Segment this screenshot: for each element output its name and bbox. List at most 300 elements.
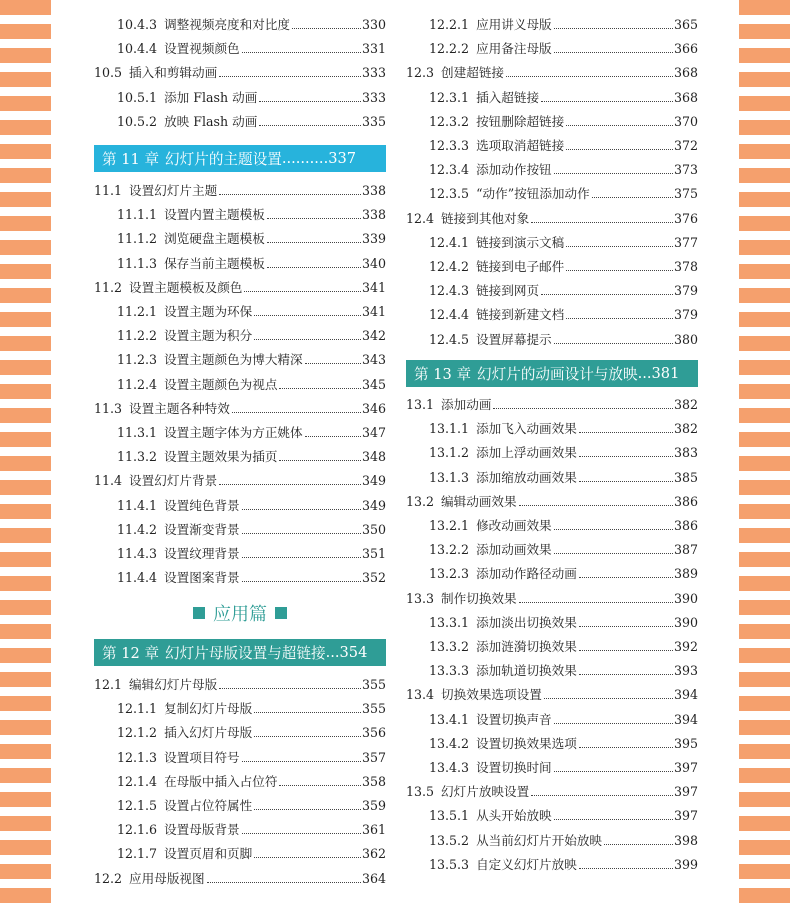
entry-number: 10.5.2 [117, 113, 158, 129]
entry-title: 添加 Flash 动画 [164, 89, 258, 105]
entry-number: 12.4.3 [429, 283, 470, 299]
leader-dots [554, 28, 673, 29]
leader-dots [254, 339, 361, 340]
leader-dots [242, 761, 361, 762]
entry-title: 按钮删除超链接 [476, 113, 565, 129]
toc-entry[interactable] [429, 828, 698, 848]
toc-entry[interactable] [117, 420, 386, 440]
toc-entry[interactable] [117, 769, 386, 789]
entry-page: 394 [673, 711, 698, 727]
chapter-number: 第 11 章 [102, 151, 160, 168]
leader-dots [267, 242, 361, 243]
entry-number: 11.2.2 [117, 328, 158, 344]
leader-dots [519, 602, 673, 603]
leader-dots [566, 270, 673, 271]
entry-page: 333 [361, 89, 386, 105]
leader-dots [566, 246, 673, 247]
leader-dots [242, 533, 361, 534]
entry-page: 339 [361, 231, 386, 247]
leader-dots [579, 456, 673, 457]
toc-entry[interactable] [117, 251, 386, 271]
toc-entry[interactable] [406, 489, 698, 509]
entry-title: 调整视频亮度和对比度 [164, 17, 290, 32]
toc-entry[interactable] [429, 440, 698, 460]
leader-dots [506, 76, 673, 77]
entry-number: 12.4.4 [429, 307, 470, 323]
entry-title: 设置主题为环保 [164, 304, 253, 319]
entry-page: 390 [673, 590, 698, 606]
leader-dots [554, 553, 673, 554]
entry-page: 361 [361, 822, 386, 838]
toc-entry[interactable] [117, 745, 386, 765]
toc-entry[interactable] [429, 658, 698, 678]
entry-number: 12.1.5 [117, 798, 158, 813]
entry-page: 383 [673, 445, 698, 461]
entry-page: 390 [673, 614, 698, 630]
toc-entry[interactable] [117, 720, 386, 740]
toc-entry[interactable] [117, 323, 386, 343]
entry-title: 浏览硬盘主题模板 [164, 231, 265, 247]
chapter-page: 381 [651, 365, 680, 382]
entry-number: 11.4.1 [117, 497, 158, 513]
entry-title: 链接到电子邮件 [476, 259, 565, 274]
entry-number: 12.1.7 [117, 846, 158, 862]
chapter-11-heading[interactable] [94, 145, 386, 172]
leader-dots [554, 173, 673, 174]
chapter-title: 幻灯片的主题设置 [165, 151, 282, 168]
entry-page: 355 [361, 701, 386, 717]
leader-dots [579, 577, 673, 578]
leader-dots [519, 505, 673, 506]
toc-entry[interactable] [429, 755, 698, 775]
entry-title: 添加涟漪切换效果 [476, 639, 577, 654]
entry-number: 13.2.2 [429, 542, 470, 558]
entry-page: 386 [673, 518, 698, 533]
entry-page: 398 [673, 832, 698, 848]
entry-number: 12.2.1 [429, 17, 470, 32]
entry-title: 设置切换效果选项 [476, 735, 577, 751]
toc-entry[interactable] [94, 275, 386, 295]
leader-dots [566, 318, 673, 319]
chapter-number: 第 12 章 [102, 645, 160, 662]
entry-page: 387 [673, 542, 698, 558]
toc-entry[interactable] [117, 841, 386, 861]
leader-dots [592, 197, 673, 198]
leader-dots [254, 315, 361, 316]
entry-title: 设置视频颜色 [164, 41, 240, 57]
chapter-leader: ... [637, 365, 652, 382]
entry-page: 394 [673, 687, 698, 703]
toc-entry[interactable] [429, 707, 698, 727]
chapter-number: 第 13 章 [414, 366, 472, 383]
entry-page: 349 [361, 497, 386, 513]
toc-entry[interactable] [117, 226, 386, 246]
leader-dots [232, 412, 361, 413]
entry-title: 设置内置主题模板 [164, 207, 265, 223]
entry-title: 添加动作按钮 [476, 162, 552, 178]
toc-entry[interactable] [429, 302, 698, 322]
leader-dots [554, 343, 673, 344]
toc-entry[interactable] [429, 634, 698, 654]
entry-title: 链接到其他对象 [441, 210, 530, 226]
entry-number: 10.4.4 [117, 41, 158, 57]
entry-title: 设置占位符属性 [164, 798, 253, 813]
leader-dots [579, 868, 673, 869]
entry-title: 从头开始放映 [476, 808, 552, 824]
entry-page: 338 [361, 183, 386, 198]
entry-title: 设置页眉和页脚 [164, 846, 253, 862]
entry-number: 13.1.1 [429, 421, 470, 437]
leader-dots [493, 408, 673, 409]
entry-title: 设置屏幕提示 [476, 331, 552, 347]
entry-number: 12.4.2 [429, 259, 470, 274]
entry-title: 设置幻灯片主题 [129, 183, 218, 198]
entry-page: 368 [673, 65, 698, 81]
chapter-leader: ... [325, 644, 340, 661]
entry-page: 392 [673, 639, 698, 654]
entry-page: 377 [673, 234, 698, 250]
entry-title: 创建超链接 [441, 65, 505, 81]
entry-title: 设置主题效果为插页 [164, 449, 278, 465]
entry-number: 13.1.3 [429, 469, 470, 485]
entry-number: 13.4.2 [429, 735, 470, 751]
toc-entry[interactable] [117, 696, 386, 716]
entry-number: 11.1.2 [117, 231, 158, 247]
leader-dots [259, 125, 361, 126]
entry-number: 11.3.2 [117, 449, 158, 465]
entry-number: 12.4.1 [429, 234, 470, 250]
leader-dots [259, 101, 361, 102]
entry-page: 385 [673, 469, 698, 485]
entry-page: 365 [673, 17, 698, 32]
toc-entry[interactable] [117, 109, 386, 129]
entry-number: 12.3.1 [429, 89, 470, 105]
toc-entry[interactable] [429, 36, 698, 56]
toc-entry[interactable] [117, 202, 386, 222]
entry-number: 12.3.3 [429, 138, 470, 153]
entry-title: 设置主题为积分 [164, 328, 253, 344]
entry-page: 346 [361, 400, 386, 416]
entry-title: 添加轨道切换效果 [476, 663, 577, 679]
leader-dots [579, 747, 673, 748]
entry-number: 10.5 [94, 65, 123, 81]
chapter-title: 幻灯片母版设置与超链接 [165, 645, 326, 662]
toc-entry[interactable] [117, 517, 386, 537]
entry-title: 添加上浮动画效果 [476, 445, 577, 461]
leader-dots [541, 294, 673, 295]
toc-entry[interactable] [406, 586, 698, 606]
entry-number: 12.3.4 [429, 162, 470, 178]
entry-title: 应用讲义母版 [476, 17, 552, 32]
toc-entry[interactable] [117, 372, 386, 392]
leader-dots [554, 52, 673, 53]
toc-entry[interactable] [406, 779, 698, 799]
toc-entry[interactable] [94, 396, 386, 416]
entry-title: 应用母版视图 [129, 870, 205, 886]
entry-page: 362 [361, 846, 386, 862]
entry-number: 11.2.4 [117, 376, 158, 392]
toc-entry[interactable] [429, 254, 698, 274]
entry-number: 13.1 [406, 397, 435, 412]
entry-number: 13.5.3 [429, 856, 470, 872]
leader-dots [544, 698, 673, 699]
entry-title: 保存当前主题模板 [164, 255, 265, 271]
toc-entry[interactable] [406, 206, 698, 226]
entry-title: 设置渐变背景 [164, 521, 240, 537]
entry-title: 自定义幻灯片放映 [476, 856, 577, 872]
leader-dots [267, 218, 361, 219]
entry-title: 添加飞入动画效果 [476, 421, 577, 437]
entry-page: 397 [673, 760, 698, 775]
leader-dots [554, 771, 673, 772]
leader-dots [242, 581, 361, 582]
leader-dots [242, 52, 361, 53]
entry-number: 13.3.3 [429, 663, 470, 679]
entry-title: 从当前幻灯片开始放映 [476, 832, 602, 848]
entry-number: 12.3.5 [429, 186, 470, 202]
entry-number: 12.1.4 [117, 773, 158, 789]
entry-title: 设置主题颜色为视点 [164, 376, 278, 392]
toc-entry[interactable] [406, 682, 698, 702]
chapter-title: 幻灯片的动画设计与放映 [477, 366, 638, 383]
toc-entry[interactable] [117, 347, 386, 367]
entry-number: 11.2.3 [117, 352, 158, 368]
entry-number: 12.4 [406, 210, 435, 226]
entry-page: 397 [673, 784, 698, 800]
leader-dots [604, 844, 673, 845]
toc-entry[interactable] [429, 852, 698, 872]
entry-number: 12.2.2 [429, 41, 470, 57]
leader-dots [554, 529, 673, 530]
leader-dots [579, 481, 673, 482]
entry-number: 13.1.2 [429, 445, 470, 461]
entry-page: 347 [361, 425, 386, 440]
entry-number: 13.2 [406, 493, 435, 509]
entry-number: 12.1.6 [117, 822, 158, 838]
entry-title: 编辑幻灯片母版 [129, 677, 218, 692]
entry-title: 设置纹理背景 [164, 546, 240, 561]
toc-entry[interactable] [429, 803, 698, 823]
entry-page: 333 [361, 65, 386, 81]
entry-title: 修改动画效果 [476, 518, 552, 533]
entry-number: 12.4.5 [429, 331, 470, 347]
leader-dots [292, 28, 361, 29]
entry-page: 375 [673, 186, 698, 202]
toc-entry[interactable] [429, 731, 698, 751]
entry-title: 设置切换时间 [476, 760, 552, 775]
entry-page: 386 [673, 493, 698, 509]
toc-entry[interactable] [429, 181, 698, 201]
entry-page: 352 [361, 570, 386, 586]
leader-dots [219, 76, 361, 77]
entry-page: 335 [361, 113, 386, 129]
entry-page: 380 [673, 331, 698, 347]
leader-dots [242, 557, 361, 558]
toc-entry[interactable] [429, 109, 698, 129]
entry-page: 355 [361, 677, 386, 692]
entry-number: 13.2.1 [429, 518, 470, 533]
entry-title: 幻灯片放映设置 [441, 784, 530, 800]
entry-number: 13.3.2 [429, 639, 470, 654]
entry-page: 379 [673, 283, 698, 299]
leader-dots [219, 484, 361, 485]
toc-entry[interactable] [429, 12, 698, 32]
entry-title: 设置主题颜色为博大精深 [164, 352, 303, 368]
part-title: 应用篇 [213, 604, 267, 625]
entry-title: 选项取消超链接 [476, 138, 565, 153]
entry-title: 添加淡出切换效果 [476, 614, 577, 630]
leader-dots [254, 809, 361, 810]
toc-entry[interactable] [429, 416, 698, 436]
chapter-page: 337 [328, 150, 357, 167]
entry-page: 340 [361, 255, 386, 271]
entry-page: 343 [361, 352, 386, 368]
toc-entry[interactable] [429, 157, 698, 177]
leader-dots [219, 194, 361, 195]
entry-number: 10.4.3 [117, 17, 158, 32]
leader-dots [254, 857, 361, 858]
entry-title: 设置纯色背景 [164, 497, 240, 513]
entry-title: “动作”按钮添加动作 [476, 186, 590, 202]
entry-title: 设置幻灯片背景 [129, 473, 218, 489]
entry-number: 10.5.1 [117, 89, 158, 105]
toc-entry[interactable] [429, 327, 698, 347]
entry-page: 395 [673, 735, 698, 751]
entry-number: 11.1 [94, 183, 123, 198]
leader-dots [242, 509, 361, 510]
toc-entry[interactable] [406, 392, 698, 412]
entry-page: 376 [673, 210, 698, 226]
entry-page: 368 [673, 89, 698, 105]
entry-title: 设置主题模板及颜色 [129, 279, 243, 295]
toc-entry[interactable] [429, 537, 698, 557]
entry-number: 11.4.3 [117, 546, 158, 561]
leader-dots [279, 460, 361, 461]
leader-dots [531, 795, 673, 796]
leader-dots [279, 785, 361, 786]
entry-page: 358 [361, 773, 386, 789]
entry-page: 351 [361, 546, 386, 561]
entry-page: 393 [673, 663, 698, 679]
entry-page: 338 [361, 207, 386, 223]
entry-page: 348 [361, 449, 386, 465]
leader-dots [554, 819, 673, 820]
entry-title: 插入超链接 [476, 89, 540, 105]
toc-entry[interactable] [94, 60, 386, 80]
toc-entry[interactable] [94, 866, 386, 886]
entry-title: 添加动画 [441, 397, 492, 412]
entry-title: 添加动画效果 [476, 542, 552, 558]
square-bullet-icon [275, 607, 287, 619]
entry-title: 编辑动画效果 [441, 493, 517, 509]
entry-number: 12.1.3 [117, 749, 158, 765]
leader-dots [579, 626, 673, 627]
toc-entry[interactable] [117, 493, 386, 513]
entry-page: 345 [361, 376, 386, 392]
entry-number: 11.3.1 [117, 425, 158, 440]
entry-title: 复制幻灯片母版 [164, 701, 253, 717]
square-bullet-icon [193, 607, 205, 619]
toc-entry[interactable] [94, 178, 386, 198]
toc-entry[interactable] [117, 793, 386, 813]
entry-number: 11.4 [94, 473, 123, 489]
chapter-12-heading[interactable] [94, 639, 386, 666]
toc-entry[interactable] [117, 565, 386, 585]
chapter-13-heading[interactable] [406, 360, 698, 387]
leader-dots [207, 882, 361, 883]
toc-entry[interactable] [429, 465, 698, 485]
toc-entry[interactable] [429, 133, 698, 153]
toc-entry[interactable] [117, 444, 386, 464]
part-heading [94, 600, 386, 626]
entry-page: 359 [361, 798, 386, 813]
entry-page: 372 [673, 138, 698, 153]
toc-entry[interactable] [117, 85, 386, 105]
entry-page: 366 [673, 41, 698, 57]
leader-dots [305, 363, 361, 364]
entry-title: 设置母版背景 [164, 822, 240, 838]
toc-entry[interactable] [429, 85, 698, 105]
toc-entry[interactable] [117, 299, 386, 319]
toc-entry[interactable] [117, 541, 386, 561]
entry-page: 389 [673, 566, 698, 582]
entry-page: 382 [673, 421, 698, 437]
leader-dots [566, 125, 673, 126]
entry-page: 373 [673, 162, 698, 178]
entry-number: 12.2 [94, 870, 123, 886]
toc-entry[interactable] [406, 60, 698, 80]
toc-entry[interactable] [429, 230, 698, 250]
entry-page: 357 [361, 749, 386, 765]
toc-entry[interactable] [94, 672, 386, 692]
entry-title: 制作切换效果 [441, 590, 517, 606]
entry-number: 11.1.1 [117, 207, 158, 223]
entry-page: 349 [361, 473, 386, 489]
entry-page: 356 [361, 725, 386, 741]
entry-page: 341 [361, 304, 386, 319]
entry-number: 13.5.2 [429, 832, 470, 848]
entry-title: 应用备注母版 [476, 41, 552, 57]
entry-number: 13.3.1 [429, 614, 470, 630]
entry-number: 13.5 [406, 784, 435, 800]
entry-title: 在母版中插入占位符 [164, 773, 278, 789]
entry-title: 设置主题各种特效 [129, 400, 230, 416]
entry-title: 链接到网页 [476, 283, 540, 299]
toc-entry[interactable] [429, 278, 698, 298]
right-decorative-stripe [739, 0, 790, 904]
entry-page: 350 [361, 521, 386, 537]
toc-entry[interactable] [429, 561, 698, 581]
entry-number: 12.1 [94, 677, 123, 692]
entry-number: 11.1.3 [117, 255, 158, 271]
toc-entry[interactable] [429, 513, 698, 533]
toc-entry[interactable] [94, 468, 386, 488]
toc-entry[interactable] [117, 12, 386, 32]
toc-entry[interactable] [117, 36, 386, 56]
leader-dots [541, 101, 673, 102]
entry-title: 添加缩放动画效果 [476, 469, 577, 485]
entry-page: 341 [361, 279, 386, 295]
entry-title: 切换效果选项设置 [441, 687, 542, 703]
toc-entry[interactable] [429, 610, 698, 630]
leader-dots [566, 149, 673, 150]
entry-number: 12.3 [406, 65, 435, 81]
entry-page: 364 [361, 870, 386, 886]
entry-title: 设置图案背景 [164, 570, 240, 586]
toc-entry[interactable] [117, 817, 386, 837]
entry-title: 插入和剪辑动画 [129, 65, 218, 81]
entry-page: 330 [361, 17, 386, 32]
